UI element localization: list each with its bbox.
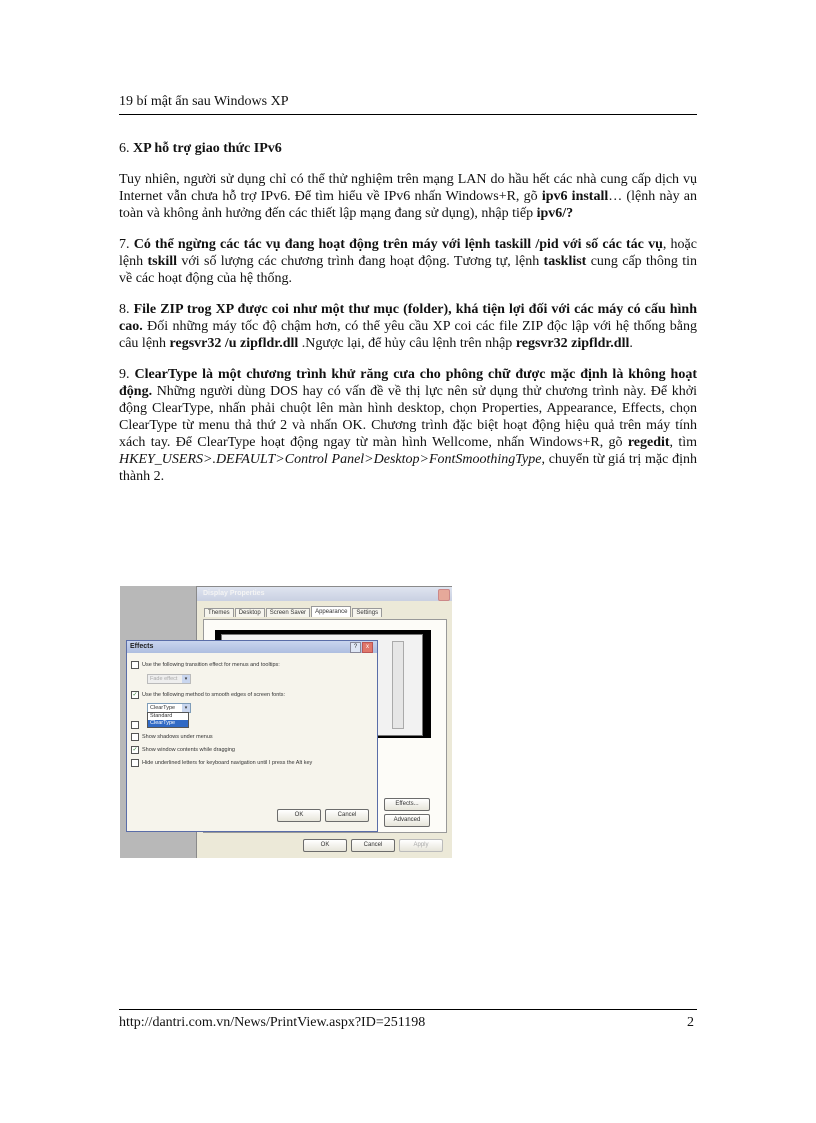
effects-cancel-button[interactable]: Cancel: [325, 809, 369, 822]
dropdown-option-standard[interactable]: Standard: [150, 713, 173, 719]
section-8: 8. File ZIP trog XP được coi như một thư mục (folder), khá tiện lợi đối với các máy có cấu hình cao. Đối những máy tốc độ chậm hơn, có thể yêu cầu XP coi các file ZIP độc lập với hệ thống bằng câu lệnh regsvr32 /u zipfldr.dll .Ngược lại, để hủy câu lệnh trên nhập regsvr32 zipfldr.dll.: [119, 302, 698, 351]
chevron-down-icon: ▾: [182, 675, 190, 683]
tab-themes[interactable]: Themes: [204, 608, 234, 617]
tab-screen-saver[interactable]: Screen Saver: [266, 608, 310, 617]
checkbox-icon[interactable]: [131, 759, 139, 767]
checkbox-checked-icon[interactable]: ✓: [132, 692, 138, 698]
transition-select[interactable]: Fade effect ▾: [147, 674, 191, 684]
tab-appearance[interactable]: Appearance: [311, 606, 351, 617]
section-7: 7. Có thể ngừng các tác vụ đang hoạt động trên máy với lệnh taskill /pid với số các tác vụ, hoặc lệnh tskill với số lượng các chương trình đang hoạt động. Tương tự, lệnh tasklist cung cấp thông tin về các hoạt động của hệ thống.: [119, 237, 698, 286]
article-body: [119, 140, 697, 499]
section-title: XP hỗ trợ giao thức IPv6: [133, 141, 282, 156]
tab-desktop[interactable]: Desktop: [235, 608, 265, 617]
chevron-down-icon: ▾: [182, 704, 190, 712]
cancel-button[interactable]: Cancel: [351, 839, 395, 852]
ok-button[interactable]: OK: [303, 839, 347, 852]
checkbox-checked-icon[interactable]: ✓: [132, 747, 138, 753]
window-title: Display Properties: [197, 587, 452, 601]
checkbox-icon[interactable]: [131, 721, 139, 729]
checkbox-icon[interactable]: [131, 661, 139, 669]
page-number: 2: [687, 1015, 694, 1030]
section-6: 6. XP hỗ trợ giao thức IPv6: [119, 141, 282, 156]
large-icons-option[interactable]: [131, 721, 142, 729]
smooth-fonts-option[interactable]: ✓ Use the following method to smooth edges of screen fonts:: [132, 692, 286, 698]
smoothing-select[interactable]: ClearType ▾: [147, 703, 191, 713]
apply-button[interactable]: Apply: [399, 839, 443, 852]
clear-type-screenshot: [120, 586, 452, 858]
effects-ok-button[interactable]: OK: [277, 809, 321, 822]
shadows-option[interactable]: Show shadows under menus: [131, 733, 213, 741]
drag-contents-option[interactable]: ✓ Show window contents while dragging: [132, 747, 235, 753]
header-rule: [119, 114, 697, 115]
checkbox-icon[interactable]: [131, 733, 139, 741]
close-icon[interactable]: x: [362, 642, 373, 653]
footer-url: http://dantri.com.vn/News/PrintView.aspx?ID=251198: [119, 1015, 426, 1030]
smoothing-dropdown-list: [147, 712, 189, 728]
tab-strip: [204, 608, 383, 617]
close-icon[interactable]: [438, 589, 450, 601]
section-9: 9. ClearType là một chương trình khử răng cưa cho phông chữ được mặc định là không hoạt động. Những người dùng DOS hay có vấn đề về thị lực nên sử dụng thử chương trình này. Để khởi động ClearType, nhấn phải chuột lên màn hình desktop, chọn Properties, Appearance, Effects, chọn ClearType từ menu thả thứ 2 và nhấn OK. Chương trình đặc biệt hoạt động hiệu quả trên máy tính xách tay. Để ClearType hoạt động ngay từ màn hình Wellcome, nhấn Windows+R, gõ regedit, tìm HKEY_USERS>.DEFAULT>Control Panel>Desktop>FontSmoothingType, chuyển từ giá trị mặc định thành 2.: [119, 367, 698, 484]
dropdown-option-cleartype[interactable]: ClearType: [148, 720, 188, 727]
preview-scrollbar: [392, 641, 404, 729]
help-icon[interactable]: ?: [350, 642, 361, 653]
tab-settings[interactable]: Settings: [352, 608, 382, 617]
section-6-text: Tuy nhiên, người sử dụng chỉ có thể thử nghiệm trên mạng LAN do hầu hết các nhà cung cấp dịch vụ Internet vẫn chưa hỗ trợ IPv6. Để tìm hiểu về IPv6 nhấn Windows+R, gõ ipv6 install… (lệnh này an toàn và không ảnh hưởng đến các thiết lập mạng đang sử dụng), nhập tiếp ipv6/?: [119, 172, 697, 221]
footer-rule: [119, 1009, 697, 1010]
effects-title: Effects: [127, 641, 377, 653]
transition-option[interactable]: Use the following transition effect for menus and tooltips:: [131, 661, 280, 669]
advanced-button[interactable]: Advanced: [384, 814, 430, 827]
hide-underline-option[interactable]: Hide underlined letters for keyboard navigation until I press the Alt key: [131, 759, 312, 767]
effects-dialog: [126, 640, 378, 832]
page-header: 19 bí mật ẩn sau Windows XP: [119, 94, 289, 109]
effects-button[interactable]: Effects...: [384, 798, 430, 811]
